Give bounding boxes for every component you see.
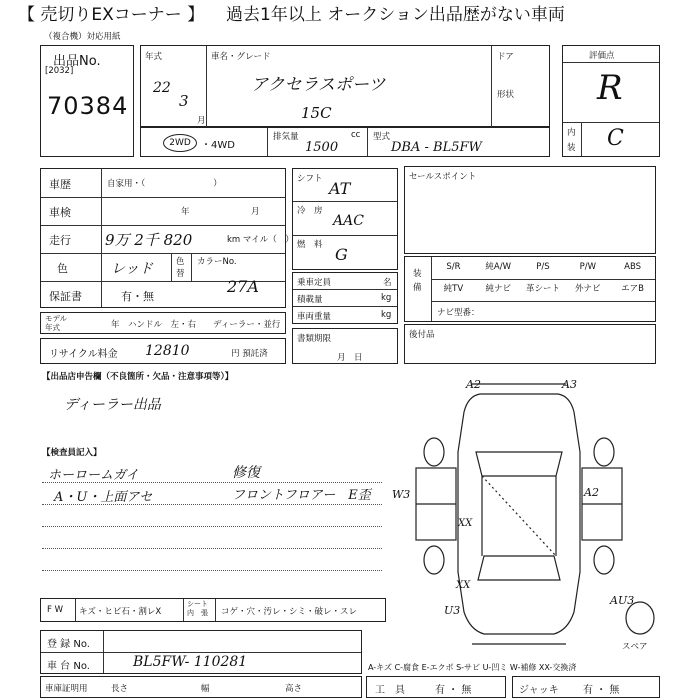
notice-text: ディーラー出品: [64, 397, 161, 413]
cert-height: 高さ: [285, 684, 303, 694]
car-diagram: [388, 372, 660, 652]
month-label: 月: [197, 116, 206, 126]
name-label: 車名・グレード: [211, 52, 271, 62]
capacity-unit: 名: [383, 278, 392, 288]
fw-label: F W: [47, 605, 63, 615]
jack-value: 有 ・ 無: [583, 685, 620, 696]
shift-label: シフト: [297, 174, 323, 184]
lot-number: 70384: [47, 92, 129, 120]
history-value: 自家用・（ ）: [107, 179, 222, 189]
handle-label: 年 ハンドル 左・右: [111, 320, 197, 330]
equipment-label: 装 備: [413, 269, 422, 293]
seat-items: コゲ・穴・汚レ・シミ・破レ・スレ: [221, 607, 358, 617]
interior-label-2: 装: [567, 143, 576, 153]
model-value: DBA - BL5FW: [391, 140, 482, 155]
inspector-note-2: A・U・上面アセ: [54, 490, 153, 505]
score-label: 評価点: [589, 51, 615, 61]
color-change-2: 替: [176, 269, 185, 279]
recycle-label: リサイクル料金: [49, 349, 118, 360]
equipment-item: 純A/W: [485, 262, 511, 272]
model-year-label: モデル 年式: [45, 314, 68, 332]
lot-label: 出品No.: [53, 54, 101, 69]
door-label: ドア: [497, 52, 514, 62]
mark-au3: AU3: [610, 594, 635, 607]
inspection-label: 車検: [49, 206, 71, 219]
cert-width: 幅: [201, 684, 210, 694]
load-unit: kg: [381, 293, 392, 303]
mark-a2-right: A2: [584, 486, 599, 499]
aftermarket-label: 後付品: [409, 330, 435, 340]
chassis-label: 車 台 No.: [47, 661, 90, 672]
score-box: [562, 45, 660, 157]
warranty-value: 有・無: [121, 290, 154, 303]
subheader: （複合機）対応用紙: [44, 32, 121, 42]
color-no-label: カラーNo.: [197, 257, 237, 267]
shift-value: AT: [329, 179, 351, 198]
inspector-note-1: ホーロームガイ: [48, 468, 139, 483]
tools-value: 有 ・ 無: [435, 685, 472, 696]
equipment-item: P/W: [579, 262, 596, 272]
banner-right: 過去1年以上 オークション出品歴がない車両: [226, 5, 565, 25]
equipment-item: S/R: [446, 262, 461, 272]
cert-row: [40, 676, 362, 698]
mark-xx-1: XX: [458, 518, 473, 529]
expiry-box: [292, 328, 398, 364]
model-year-row: [40, 312, 286, 334]
aftermarket-box: [404, 324, 656, 364]
mileage-label: 走行: [49, 234, 71, 247]
notice-label: 【出品店申告欄（不良箇所・欠品・注意事項等）】: [42, 372, 234, 382]
cert-length: 長さ: [111, 684, 129, 694]
color-value: レッド: [111, 261, 153, 277]
spec-row: [140, 127, 550, 157]
seat-label: シート 内 張: [187, 600, 208, 617]
reg-label: 登 録 No.: [47, 639, 90, 650]
registration-table: [40, 630, 362, 674]
mark-xx-2: XX: [456, 580, 471, 591]
banner-left: 【 売切りEXコーナー 】: [18, 5, 205, 25]
shape-label: 形状: [497, 90, 515, 100]
mileage-value: 9万 2千 820: [105, 231, 193, 249]
navi-label: ナビ型番：: [437, 308, 480, 318]
weight-label: 車両重量: [297, 312, 332, 322]
equipment-item: 純TV: [443, 284, 464, 294]
inspection-month: 月: [251, 207, 260, 217]
interior-label-1: 内: [567, 128, 576, 138]
expiry-unit: 月 日: [337, 353, 363, 363]
inspector-note-4: フロントフロアー E歪: [232, 488, 371, 503]
mark-a3-top: A3: [562, 378, 577, 391]
recycle-unit: 円 預託済: [231, 349, 268, 359]
recycle-value: 12810: [145, 343, 190, 359]
equipment-item: P/S: [536, 262, 550, 272]
banner: [0, 0, 700, 30]
inspection-year: 年: [181, 207, 190, 217]
warranty-label: 保証書: [49, 290, 82, 303]
chassis-value: BL5FW- 110281: [133, 654, 248, 670]
sales-point-box: [404, 166, 656, 254]
ac-value: AAC: [333, 213, 364, 229]
displacement-unit: cc: [351, 130, 361, 140]
equipment-item: 革シート: [525, 284, 560, 294]
spare-label: スペア: [622, 642, 648, 652]
equipment-item: 純ナビ: [485, 284, 511, 294]
tools-label: 工 具: [375, 685, 405, 696]
displacement-label: 排気量: [273, 132, 299, 142]
sales-point-label: セールスポイント: [409, 172, 477, 182]
score-value: R: [597, 68, 623, 108]
grade-value: 15C: [301, 104, 332, 122]
year-label: 年式: [145, 52, 163, 62]
interior-value: C: [607, 126, 624, 151]
capacity-label: 乗車定員: [297, 278, 332, 288]
vehicle-box: [140, 45, 550, 127]
mark-w3: W3: [392, 488, 411, 501]
history-label: 車歴: [49, 178, 71, 191]
equipment-item: 外ナビ: [575, 284, 601, 294]
drive-2wd: 2WD: [163, 134, 197, 152]
expiry-label: 書類期限: [297, 334, 332, 344]
name-value: アクセラスポーツ: [251, 75, 386, 95]
equipment-item: エアB: [621, 284, 644, 294]
capacity-table: [292, 272, 398, 324]
inspector-note-3: 修復: [232, 465, 260, 481]
fw-items: キズ・ヒビ石・割レX: [79, 607, 162, 617]
fuel-label: 燃 料: [297, 240, 323, 250]
equipment-item: ABS: [624, 262, 642, 272]
mark-u3: U3: [444, 604, 461, 617]
displacement-value: 1500: [305, 140, 339, 155]
tools-box: [366, 676, 506, 698]
lot-prefix: [2032]: [45, 66, 74, 76]
color-change-1: 色: [176, 257, 185, 267]
weight-unit: kg: [381, 310, 392, 320]
cert-label: 車庫証明用: [45, 684, 88, 694]
jack-label: ジャッキ: [519, 685, 559, 696]
details-table: [40, 168, 294, 308]
ac-label: 冷 房: [297, 206, 323, 216]
lot-box: [40, 45, 134, 157]
jack-box: [512, 676, 660, 698]
dealer-label: ディーラー・並行: [213, 320, 281, 330]
damage-legend: A-キズ C-腐食 E-エクボ S-サビ U-凹ミ W-補修 XX-交換済: [368, 663, 577, 672]
fw-seat-row: [40, 598, 386, 622]
year-value: 22: [153, 80, 171, 96]
equipment-box: [404, 256, 656, 322]
model-label: 型式: [373, 132, 391, 142]
month-value: 3: [179, 92, 189, 110]
mark-a2-top: A2: [466, 378, 481, 391]
inspector-label: 【検査員記入】: [42, 448, 102, 458]
load-label: 積載量: [297, 295, 323, 305]
color-label: 色: [57, 262, 68, 275]
mileage-unit: km マイル（ ）: [227, 235, 294, 245]
shift-table: [292, 168, 398, 270]
drive-4wd: ・4WD: [201, 140, 235, 151]
recycle-row: [40, 338, 286, 364]
fuel-value: G: [335, 245, 348, 264]
color-no-value: 27A: [227, 277, 259, 296]
